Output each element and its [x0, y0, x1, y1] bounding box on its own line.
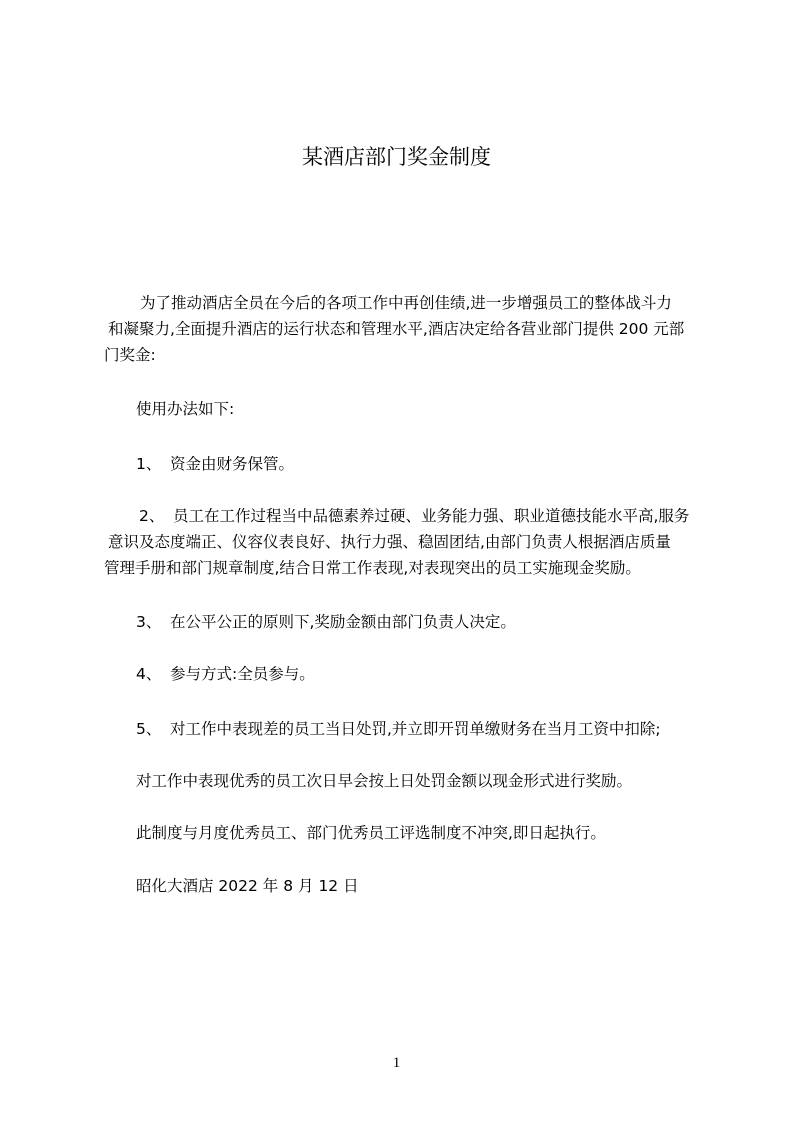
compat-line: 此制度与月度优秀员工、部门优秀员工评选制度不冲突,即日起执行。 — [136, 824, 606, 842]
item-text: 参与方式:全员参与。 — [170, 665, 315, 683]
item-text: 在公平公正的原则下,奖励金额由部门负责人决定。 — [170, 613, 516, 631]
item-number: 5、 — [136, 720, 162, 738]
intro-line-3: 门奖金: — [104, 346, 156, 364]
item-number: 3、 — [136, 613, 162, 631]
item-number: 4、 — [136, 665, 162, 683]
item-number: 2、 — [139, 507, 165, 525]
item-text: 对工作中表现差的员工当日处罚,并立即开罚单缴财务在当月工资中扣除; — [170, 720, 661, 738]
document-title: 某酒店部门奖金制度 — [302, 145, 491, 169]
item-text: 员工在工作过程当中品德素养过硬、业务能力强、职业道德技能水平高,服务 — [173, 507, 690, 525]
item-text: 管理手册和部门规章制度,结合日常工作表现,对表现突出的员工实施现金奖励。 — [104, 559, 641, 577]
page-number: 1 — [392, 1055, 401, 1071]
intro-line-2: 和凝聚力,全面提升酒店的运行状态和管理水平,酒店决定给各营业部门提供 200 元部 — [108, 320, 685, 338]
reward-line: 对工作中表现优秀的员工次日早会按上日处罚金额以现金形式进行奖励。 — [136, 772, 633, 790]
item-text: 资金由财务保管。 — [170, 455, 295, 473]
signature-line: 昭化大酒店 2022 年 8 月 12 日 — [136, 877, 359, 895]
usage-heading: 使用办法如下: — [136, 400, 235, 418]
intro-line-1: 为了推动酒店全员在今后的各项工作中再创佳绩,进一步增强员工的整体战斗力 — [140, 294, 672, 312]
item-text: 意识及态度端正、仪容仪表良好、执行力强、稳固团结,由部门负责人根据酒店质量 — [108, 533, 671, 551]
item-number: 1、 — [136, 455, 162, 473]
